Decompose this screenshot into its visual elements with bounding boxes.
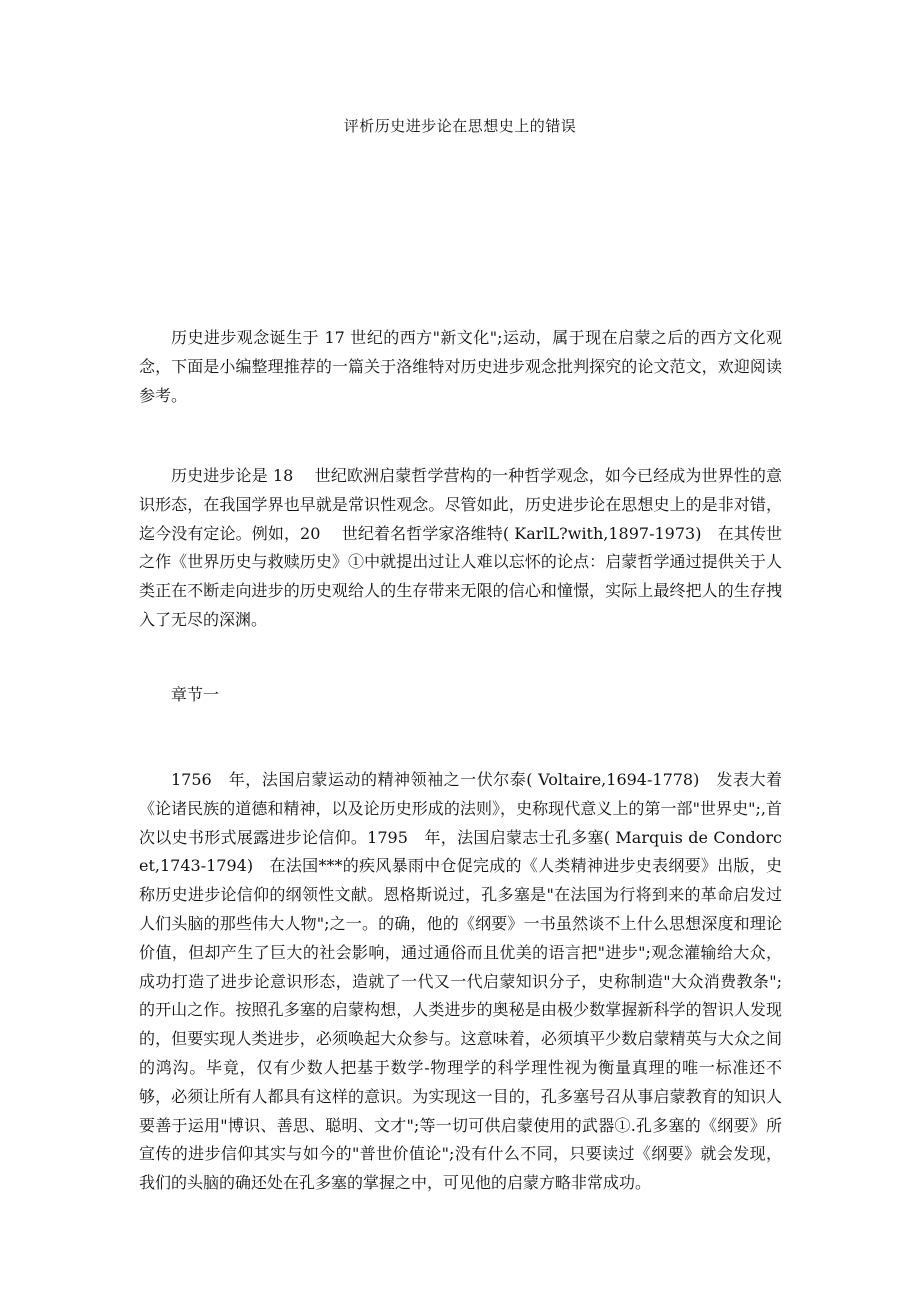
body-paragraph: 历史进步论是 18 世纪欧洲启蒙哲学营构的一种哲学观念，如今已经成为世界性的意识形态，在我国学界也早就是常识性观念。尽管如此，历史进步论在思想史上的是非对错，迄今没有定论。例如，20 世纪着名哲学家洛维特( KarlL?with,1897-1973) 在其传世之作《世界历史与救赎历史》①中就提出过让人难以忘怀的论点：启蒙哲学通过提供关于人类正在不断走向进步的历史观给人的生存带来无限的信心和憧憬，实际上最终把人的生存拽入了无尽的深渊。 — [139, 466, 782, 629]
document-title: 评析历史进步论在思想史上的错误 — [343, 117, 577, 135]
section-heading: 章节一 — [171, 685, 220, 704]
section-paragraph: 1756 年，法国启蒙运动的精神领袖之一伏尔泰( Voltaire,1694-1778) 发表大着《论诸民族的道德和精神，以及论历史形成的法则》，史称现代意义上的第一部"世界史";,首次以史书形式展露进步论信仰。1795 年，法国启蒙志士孔多塞( Marquis de Condorcet,1743-1794) 在法国***的疾风暴雨中仓促完成的《人类精神进步史表纲要》出版，史称历史进步论信仰的纲领性文献。恩格斯说过，孔多塞是"在法国为行将到来的革命启发过人们头脑的那些伟大人物";之一。的确，他的《纲要》一书虽然谈不上什么思想深度和理论价值，但却产生了巨大的社会影响，通过通俗而且优美的语言把"进步";观念灌输给大众，成功打造了进步论意识形态，造就了一代又一代启蒙知识分子，史称制造"大众消费教条";的开山之作。按照孔多塞的启蒙构想，人类进步的奥秘是由极少数掌握新科学的智识人发现的，但要实现人类进步，必须唤起大众参与。这意味着，必须填平少数启蒙精英与大众之间的鸿沟。毕竟，仅有少数人把基于数学-物理学的科学理性视为衡量真理的唯一标准还不够，必须让所有人都具有这样的意识。为实现这一目的，孔多塞号召从事启蒙教育的知识人要善于运用"博识、善思、聪明、文才";等一切可供启蒙使用的武器①.孔多塞的《纲要》所宣传的进步信仰其实与如今的"普世价值论";没有什么不同，只要读过《纲要》就会发现，我们的头脑的确还处在孔多塞的掌握之中，可见他的启蒙方略非常成功。 — [139, 770, 782, 1193]
intro-paragraph: 历史进步观念诞生于 17 世纪的西方"新文化";运动，属于现在启蒙之后的西方文化观念，下面是小编整理推荐的一篇关于洛维特对历史进步观念批判探究的论文范文，欢迎阅读参考。 — [139, 328, 782, 405]
